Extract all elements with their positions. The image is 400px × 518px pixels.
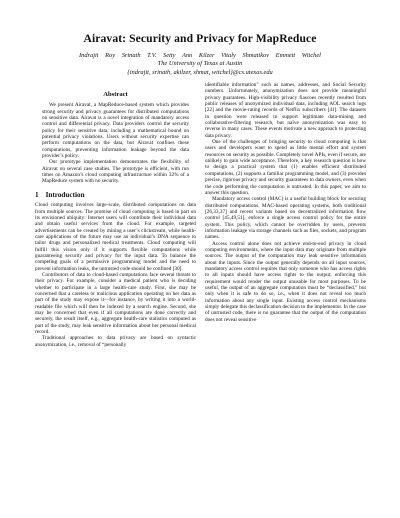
right-paragraph-2: Mandatory access control (MAC) is a useful building block for securing distributed computations. MAC-based operating systems, both traditional [26,33,37] and recent variants based on decentralized information flow control [45,49,51], enforce a single access control policy for the entire system. This policy, which cannot be overridden by users, prevents information leakage via storage channels such as files, sockets, and program names. [205,196,366,241]
right-paragraph-1: One of the challenges of bringing security to cloud computing is that users and developers want to spend as little mental effort and system resources on security as possible. Completely novel APIs, even if secure, are unlikely to gain wide acceptance. Therefore, a key research question is how to design a practical system that (1) enables efficient distributed computations, (2) supports a familiar programming model, and (3) provides precise, rigorous privacy and security guarantees to data owners, even when the code performing the computation is untrusted. In this paper, we aim to answer this question. [205,139,366,196]
abstract-paragraph-1: We present Airavat, a MapReduce-based system which provides strong security and privacy guarantees for distributed computations on sensitive data. Airavat is a novel integration of mandatory access control and differential privacy. Data providers control the security policy for their sensitive data, including a mathematical bound on potential privacy violations. Users without security expertise can perform computations on the data, but Airavat confines these computations, preventing information leakage beyond the data provider’s policy. [42,102,189,160]
right-paragraph-3: Access control alone does not achieve end-to-end privacy in cloud computing environments, where the input data may originate from multiple sources. The output of the computation may leak sensitive information about the inputs. Since the output generally depends on all input sources, mandatory access control requires that only someone who has access rights to all inputs should have access rights to the output; enforcing this requirement would render the output unusable for most purposes. To be useful, the output of an aggregate computation must be “declassified,” but only when it is safe to do so, i.e., when it does not reveal too much information about any single input. Existing access control mechanisms simply delegate this declassification decision to the implementor. In the case of untrusted code, there is no guarantee that the output of the computation does not reveal sensitive [205,240,366,323]
intro-paragraph-2: Contributors of data to cloud-based computations face several threats to their privacy. For example, consider a medical patient who is deciding whether to participate in a large health-care study. First, she may be concerned that a careless or malicious application operating on her data as part of the study may expose it—for instance, by writing it into a world-readable file which will then be indexed by a search engine. Second, she may be concerned that even if all computations are done correctly and securely, the result itself, e.g., aggregate health-care statistics computed as part of the study, may leak sensitive information about her personal medical record. [35,271,196,336]
abstract [42,102,189,184]
intro-paragraph-1: Cloud computing involves large-scale, distributed computations on data from multiple sources. The promise of cloud computing is based in part on its envisioned ubiquity: Internet users will contribute their individual data and obtain useful services from the cloud. For example, targeted advertisements can be created by mining a user’s clickstream, while health-care applications of the future may use an individual’s DNA sequence to tailor drugs and personalized medical treatments. Cloud computing will fulfill this vision only if it supports flexible computations while guaranteeing security and privacy for the input data. To balance the competing goals of a permissive programming model and the need to prevent information leaks, the untrusted code should be confined [30]. [35,202,196,272]
abstract-paragraph-2: Our prototype implementation demonstrates the flexibility of Airavat on several case studies. The prototype is efficient, with run times on Amazon’s cloud computing infrastructure within 32% of a MapReduce system with no security. [42,159,189,185]
right-paragraph-0: identifiable information” such as names, addresses, and Social Security numbers. Unfortunately, anonymization does not provide meaningful privacy guarantees. High-visibility privacy fiascoes recently resulted from public releases of anonymized individual data, including AOL search logs [22] and the movie-rating records of Netflix subscribers [41]. The datasets in question were released to support legitimate data-mining and collaborative-filtering research, but naïve anonymization was easy to reverse in many cases. These events motivate a new approach to protecting data privacy. [205,82,366,139]
section-heading-introduction [35,192,196,198]
paper-authors: Indrajit Roy Srinath T.V. Setty Ann Kilzer Vitaly Shmatikov Emmett Witchel [79,52,321,59]
paper-title: Airavat: Security and Privacy for MapReduce [83,32,317,45]
paper-email: {indrajit, srinath, akilzer, shmat, witchel}@cs.utexas.edu [127,69,273,76]
section-number: 1 [35,190,39,199]
abstract-heading: Abstract [103,91,128,98]
section-title: Introduction [45,190,85,199]
intro-paragraph-3: Traditional approaches to data privacy are based on syntactic anonymization, i.e., removal of “personally [35,335,196,348]
left-column [35,92,196,348]
right-column [205,82,366,323]
introduction-body [35,202,196,348]
paper-affiliation: The University of Texas at Austin [157,60,243,67]
